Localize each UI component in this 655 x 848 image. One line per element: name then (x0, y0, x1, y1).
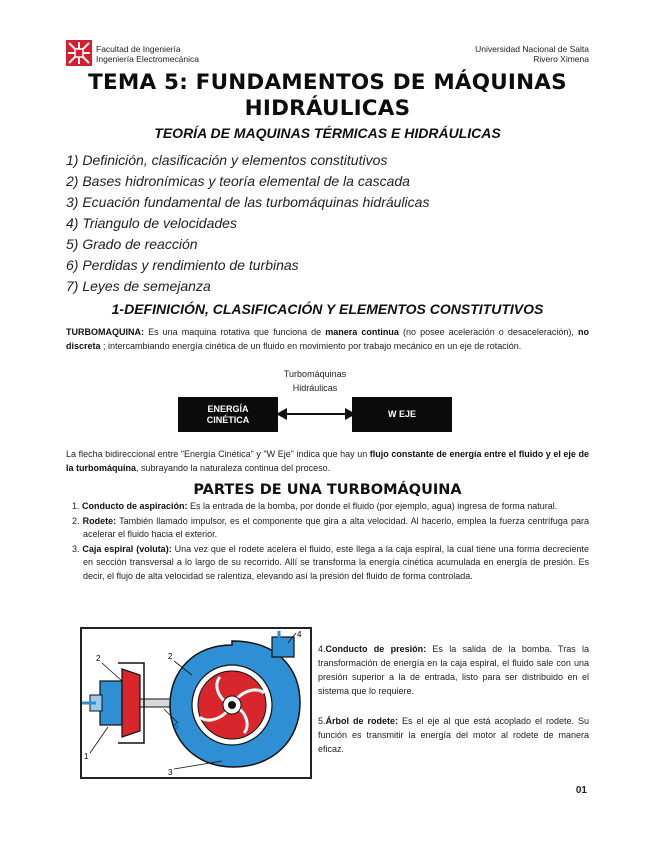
item-number: 1. (72, 501, 80, 511)
section-1-title: 1-DEFINICIÓN, CLASIFICACIÓN Y ELEMENTOS CONSTITUTIVOS (111, 301, 544, 317)
item-term: Caja espiral (voluta): (82, 543, 172, 554)
diagram-label-line: Turbomáquinas (283, 369, 347, 379)
item-term: Conducto de aspiración: (82, 501, 188, 511)
topic-list (66, 150, 429, 297)
author-name: Rivero Ximena (533, 54, 589, 64)
career-name: Ingeniería Electromecánica (96, 54, 200, 64)
item-number: 4. (318, 644, 326, 654)
list-item (318, 714, 589, 756)
pump-figure (80, 627, 312, 779)
page-title (60, 70, 595, 122)
definition-text: (no posee aceleración o desaceleración), (398, 327, 578, 337)
item-text: Es el eje al que está acoplado el rodete. Su función es transmitir la energía del motor al rodete de manera eficaz. (318, 716, 589, 754)
header-right (475, 44, 589, 64)
flow-text: La flecha bidireccional entre "Energía Cinética" y "W Eje" indica que hay un (66, 449, 370, 459)
section-2-title: PARTES DE UNA TURBOMÁQUINA (193, 482, 462, 498)
shaft-work-label: W EJE (387, 409, 416, 419)
callout-3: 3 (168, 768, 173, 777)
topic-item: 2) Bases hidronímicas y teoría elemental de la cascada (66, 173, 410, 189)
list-item (72, 515, 589, 542)
list-item (72, 543, 589, 584)
university-logo (66, 40, 92, 66)
topic-item: 1) Definición, clasificación y elementos constitutivos (66, 152, 388, 168)
centrifugal-pump-illustration (82, 629, 310, 777)
callout-2b: 2 (168, 652, 173, 661)
diagram-label (270, 367, 360, 395)
topic-item: 5) Grado de reacción (66, 236, 198, 252)
topic-item: 4) Triangulo de velocidades (66, 215, 237, 231)
page-number: 01 (575, 785, 587, 796)
topic-item: 7) Leyes de semejanza (66, 278, 211, 294)
definition-text: ; intercambiando energía cinética de un fluido en movimiento por trabajo mecánico en un eje de rotación. (100, 341, 522, 351)
item-number: 3. (72, 543, 80, 554)
kinetic-energy-box (178, 397, 278, 432)
flow-text: , subrayando la naturaleza continua del proceso. (136, 463, 331, 473)
flow-emphasis: flujo constante de energía entre el fluido y el eje de la turbomáquina (66, 449, 589, 473)
faculty-name: Facultad de Ingeniería (96, 44, 181, 54)
item-text: Es la entrada de la bomba, por donde el fluido (por ejemplo, agua) ingresa de forma natural. (187, 501, 558, 511)
list-item (318, 642, 589, 698)
item-text: También llamado impulsor, es el componente que gira a alta velocidad. Al hacerlo, emplea la fuerza centrífuga para acelerar el fluido hacia el exterior. (83, 515, 589, 539)
kinetic-energy-label: ENERGÍA (207, 403, 249, 414)
definition-emphasis: no discreta (66, 327, 589, 351)
university-name: Universidad Nacional de Salta (475, 44, 589, 54)
definition-emphasis: manera continua (325, 327, 399, 337)
item-text: Una vez que el rodete acelera el fluido, este llega a la caja espiral, la cual tiene una forma decreciente en sección transversal a lo largo de su recorrido. Allí se transforma la energía cinética acumulada en energía de presión. Es decir, el flujo de alta velocidad se ralentiza, elevando así la presión del fluido de forma controlada. (83, 543, 589, 581)
title-line-2: HIDRÁULICAS (244, 96, 411, 121)
item-text: Es la salida de la bomba. Tras la transformación de energía en la caja espiral, el fluido sale con una presión superior a la de entrada, listo para ser distribuido en el sistema que lo requiere. (318, 644, 590, 696)
diagram-label-line: Hidráulicas (292, 383, 338, 393)
callout-5: 5 (174, 722, 179, 731)
item-term: Rodete: (82, 515, 117, 526)
title-line-1: TEMA 5: FUNDAMENTOS DE MÁQUINAS (88, 70, 567, 95)
header-left (96, 44, 199, 64)
item-term: Árbol de rodete: (325, 716, 398, 726)
definition-term: TURBOMAQUINA: (66, 327, 144, 337)
definition-paragraph (66, 325, 589, 353)
item-term: Conducto de presión: (325, 644, 427, 654)
callout-1: 1 (84, 752, 89, 761)
callout-2: 2 (96, 654, 101, 663)
bidirectional-arrow-icon (276, 404, 356, 424)
shaft-work-box (352, 397, 452, 432)
flow-paragraph (66, 447, 589, 475)
topic-item: 6) Perdidas y rendimiento de turbinas (66, 257, 299, 273)
kinetic-energy-label: CINÉTICA (206, 414, 250, 425)
definition-text: Es una maquina rotativa que funciona de (144, 327, 326, 337)
item-number: 2. (72, 515, 80, 526)
topic-item: 3) Ecuación fundamental de las turbomáquinas hidráulicas (66, 194, 430, 210)
list-item (72, 500, 589, 514)
page-subtitle: TEORÍA DE MAQUINAS TÉRMICAS E HIDRÁULICAS (154, 125, 501, 141)
parts-list (72, 500, 589, 584)
callout-4: 4 (297, 630, 302, 639)
item-number: 5. (318, 716, 326, 726)
